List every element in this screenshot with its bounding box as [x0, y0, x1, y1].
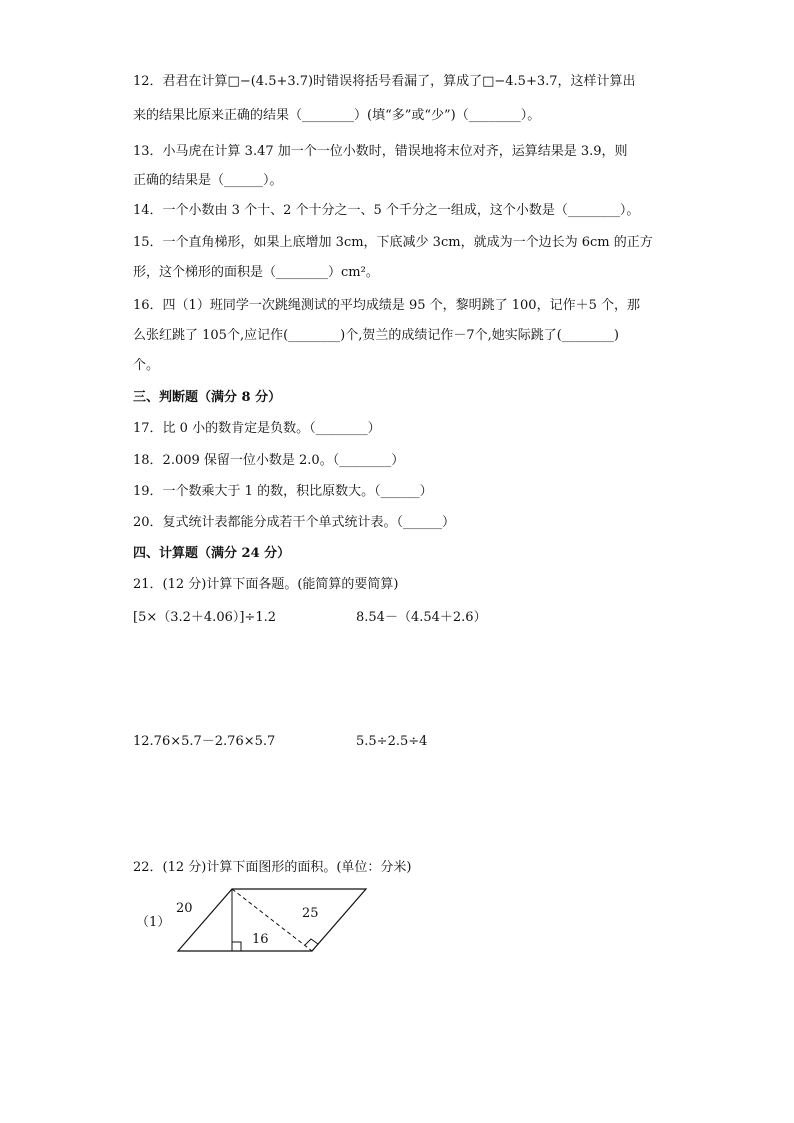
calc-expression-a: [5×（3.2＋4.06）]÷1.2 — [133, 610, 276, 625]
diagonal-length-label: 25 — [302, 906, 319, 921]
diagonal-line — [232, 889, 312, 951]
question-16-line3: 个。 — [133, 358, 160, 373]
question-18: 18．2.009 保留一位小数是 2.0。（________） — [133, 453, 405, 468]
question-13-line2: 正确的结果是（______）。 — [133, 173, 283, 188]
question-16-line2: 么张红跳了 105个,应记作(________)个,贺兰的成绩记作－7个,她实际跳了(________) — [133, 328, 619, 343]
figure-label: （1） — [136, 915, 171, 930]
question-22: 22．(12 分)计算下面图形的面积。(单位：分米) — [133, 860, 412, 875]
question-12-line1: 12．君君在计算□−(4.5+3.7)时错误将括号看漏了，算成了□−4.5+3.7，这样计算出 — [133, 74, 636, 89]
question-14: 14．一个小数由 3 个十、2 个十分之一、5 个千分之一组成，这个小数是（________）。 — [133, 203, 640, 218]
base-part-label: 16 — [252, 932, 269, 947]
right-angle-mark-height — [232, 942, 241, 951]
question-19: 19．一个数乘大于 1 的数，积比原数大。（______） — [133, 484, 433, 499]
side-length-label: 20 — [176, 901, 193, 916]
parallelogram-figure — [136, 884, 380, 964]
question-17: 17．比 0 小的数肯定是负数。（________） — [133, 421, 381, 436]
section-heading-judgement: 三、判断题（满分 8 分） — [133, 390, 282, 405]
question-13-line1: 13．小马虎在计算 3.47 加一个一位小数时，错误地将末位对齐，运算结果是 3.9，则 — [133, 144, 628, 159]
question-15-line2: 形，这个梯形的面积是（________）cm²。 — [133, 265, 379, 280]
question-20: 20．复式统计表都能分成若干个单式统计表。（______） — [133, 515, 456, 530]
question-12-line2: 来的结果比原来正确的结果（________）(填“多”或“少”)（________）。 — [133, 108, 541, 123]
calc-expression-c: 12.76×5.7－2.76×5.7 — [133, 734, 276, 749]
calc-expression-b: 8.54－（4.54＋2.6） — [356, 610, 487, 625]
question-16-line1: 16．四（1）班同学一次跳绳测试的平均成绩是 95 个，黎明跳了 100，记作＋5 个，那 — [133, 298, 640, 313]
calc-expression-d: 5.5÷2.5÷4 — [356, 734, 428, 749]
question-21: 21．(12 分)计算下面各题。(能简算的要简算) — [133, 577, 399, 592]
right-angle-mark-diagonal — [305, 939, 318, 945]
section-heading-calculation: 四、计算题（满分 24 分） — [133, 546, 291, 561]
question-15-line1: 15．一个直角梯形，如果上底增加 3cm，下底减少 3cm，就成为一个边长为 6cm 的正方 — [133, 235, 653, 250]
